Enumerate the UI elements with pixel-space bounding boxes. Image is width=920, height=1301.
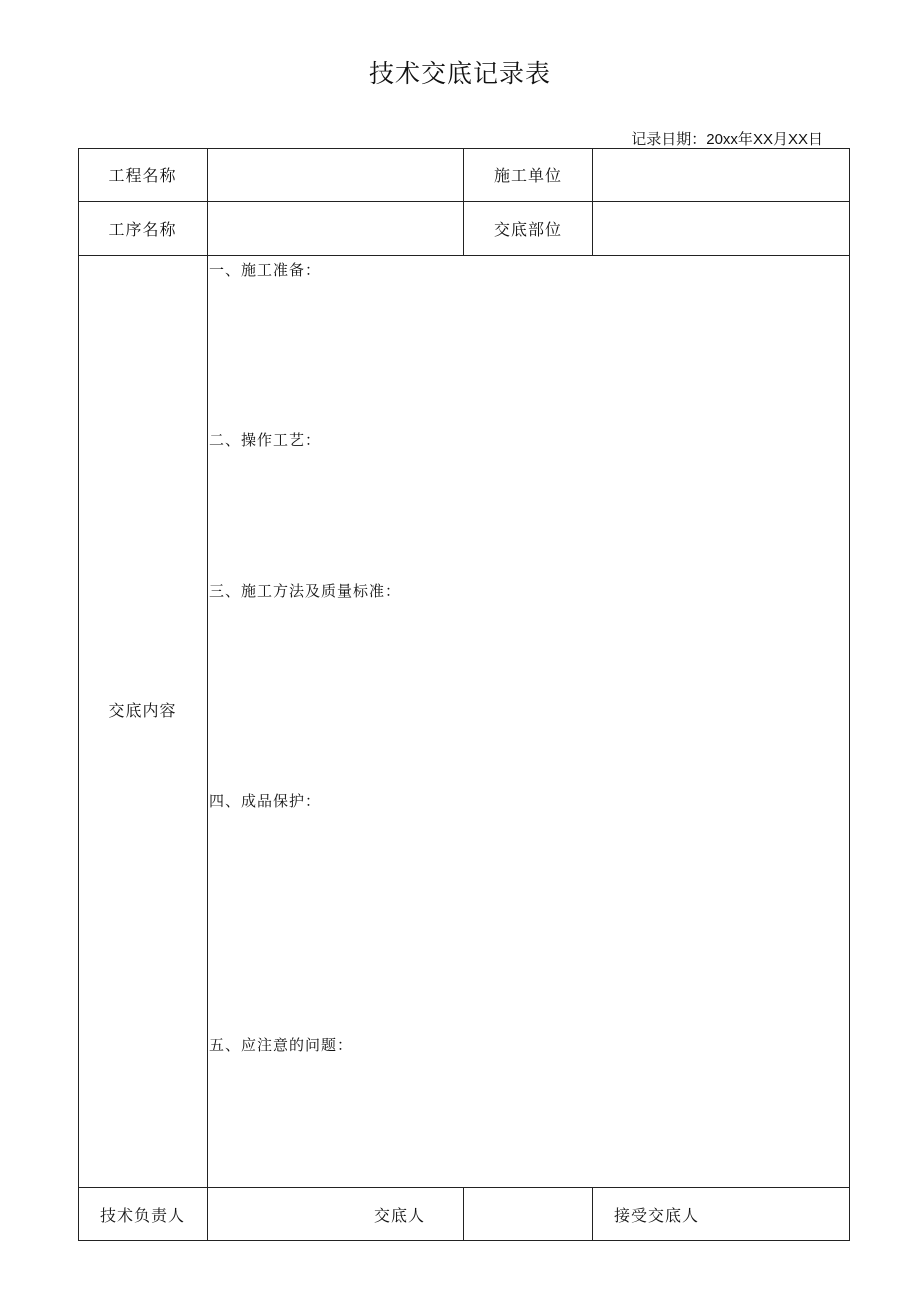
project-name-label: 工程名称 [108,166,177,185]
section-heading: 一、施工准备： [209,261,322,279]
table-col-divider [207,148,208,1241]
record-date-day-unit: 日 [807,130,823,148]
section-heading: 五、应注意的问题： [209,1036,354,1054]
record-date-year: 20xx [706,131,738,148]
project-name-field[interactable] [208,148,463,201]
handover-person-field[interactable] [464,1188,592,1241]
record-date-month: XX [752,131,773,148]
page-title: 技术交底记录表 [368,59,551,88]
construction-unit-label: 施工单位 [493,166,562,185]
section-heading: 四、成品保护： [209,792,322,810]
handover-location-label: 交底部位 [493,220,562,239]
section-heading: 三、施工方法及质量标准： [209,582,402,600]
record-date-label: 记录日期： [631,130,707,148]
handover-content-label: 交底内容 [108,700,177,720]
table-col-divider [592,1187,593,1241]
handover-person-label: 交底人 [373,1206,425,1225]
tech-lead-label: 技术负责人 [99,1206,185,1225]
process-name-field[interactable] [208,202,463,255]
process-name-label: 工序名称 [108,220,177,239]
record-date-month-unit: 月 [772,130,788,148]
handover-location-field[interactable] [593,202,850,255]
record-date [631,128,823,149]
record-date-day: XX [787,131,808,148]
record-date-year-unit: 年 [737,130,753,148]
receiver-label: 接受交底人 [614,1206,700,1225]
section-heading: 二、操作工艺： [209,431,322,449]
construction-unit-field[interactable] [593,148,850,201]
